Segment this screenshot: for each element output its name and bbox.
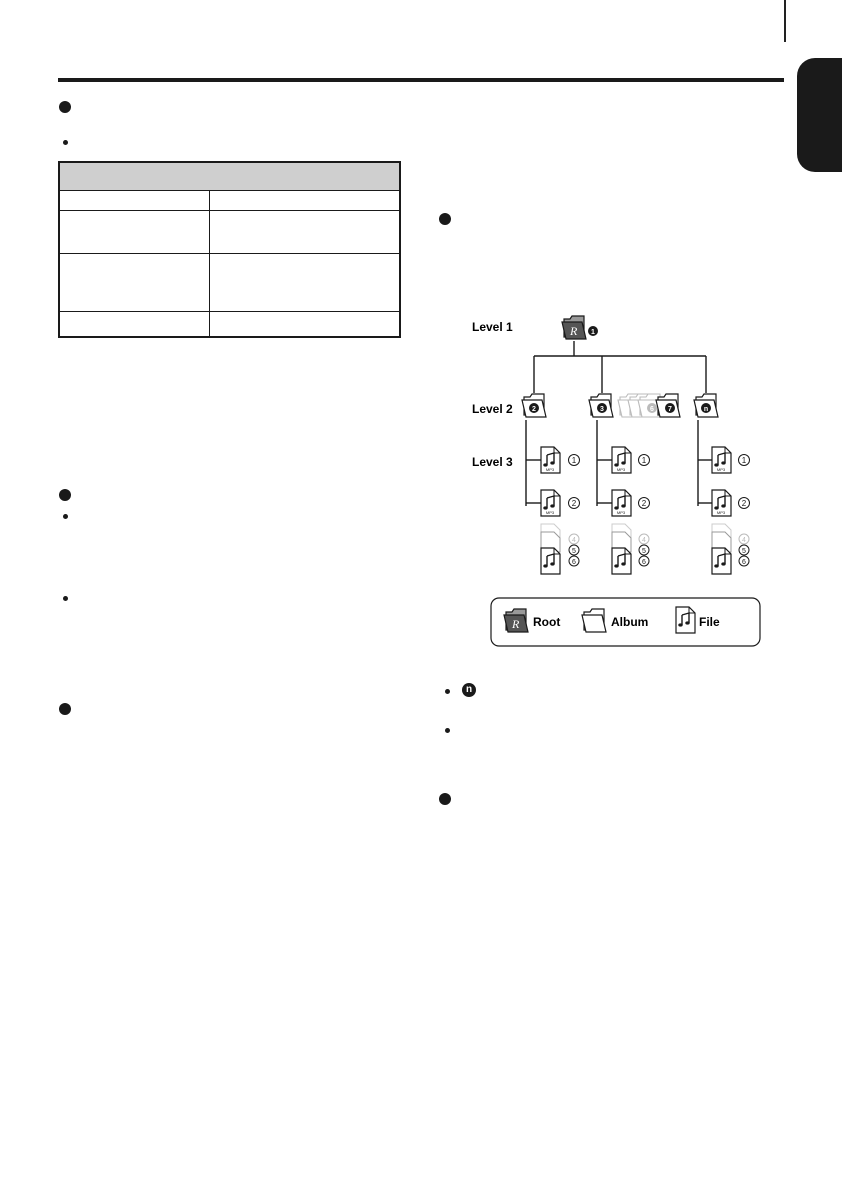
legend-file-icon [676,607,695,633]
file-number: 2 [641,499,647,508]
section-heading-marker [59,703,71,715]
folder-hierarchy-diagram: R Level 1 Level 2 Level 3 1 2 3 6 7 n MP3 1 MP3 2 4 5 6 MP3 1 MP3 2 4 5 6 MP3 1 MP3 2 4 5 6 Root Album File [466,296,762,656]
root-folder-icon [562,316,586,339]
table-row-divider [60,253,399,254]
file-number: 1 [641,456,647,465]
section-heading-marker [59,489,71,501]
table-row-divider [60,311,399,312]
header-rule [58,78,784,82]
file-number: 4 [642,537,646,544]
file-number: 4 [572,537,576,544]
legend-album-icon [582,609,606,632]
file-tag: MP3 [545,467,555,472]
bullet-point [63,140,68,145]
file-tag: MP3 [545,510,555,515]
file-number: 4 [742,537,746,544]
file-number: 1 [571,456,577,465]
cut-mark [784,0,786,42]
table-column-divider [209,190,210,336]
legend-root-label: Root [533,615,561,629]
bullet-point [445,728,450,733]
file-number: 6 [572,559,576,566]
tree-connectors [526,341,712,506]
section-heading-marker [439,213,451,225]
table-row-divider [60,210,399,211]
section-heading-marker [59,101,71,113]
file-number: 6 [642,559,646,566]
legend-album-label: Album [611,615,649,629]
file-number: 1 [741,456,747,465]
section-heading-marker [439,793,451,805]
bullet-point [63,596,68,601]
language-tab [797,58,842,172]
album-number: 3 [600,406,604,413]
level-1-label: Level 1 [472,320,513,334]
bullet-point [63,514,68,519]
file-tag: MP3 [716,467,726,472]
file-number: 2 [571,499,577,508]
format-table [58,161,401,338]
bullet-point [445,689,450,694]
file-number: 6 [742,559,746,566]
file-tag: MP3 [716,510,726,515]
legend-file-label: File [699,615,720,629]
root-number: 1 [591,329,595,336]
file-number: 5 [642,548,646,555]
file-number: 2 [741,499,747,508]
file-number: 5 [742,548,746,555]
file-tag: MP3 [616,467,626,472]
level-3-label: Level 3 [472,455,513,469]
table-header [60,163,399,191]
album-number: 7 [668,406,672,413]
file-number: 5 [572,548,576,555]
album-number: 6 [650,406,654,413]
album-number: n [703,406,709,413]
file-tag: MP3 [616,510,626,515]
legend-root-icon [504,609,528,632]
level-2-label: Level 2 [472,402,513,416]
album-number: 2 [532,406,536,413]
album-n-badge: n [462,683,476,697]
